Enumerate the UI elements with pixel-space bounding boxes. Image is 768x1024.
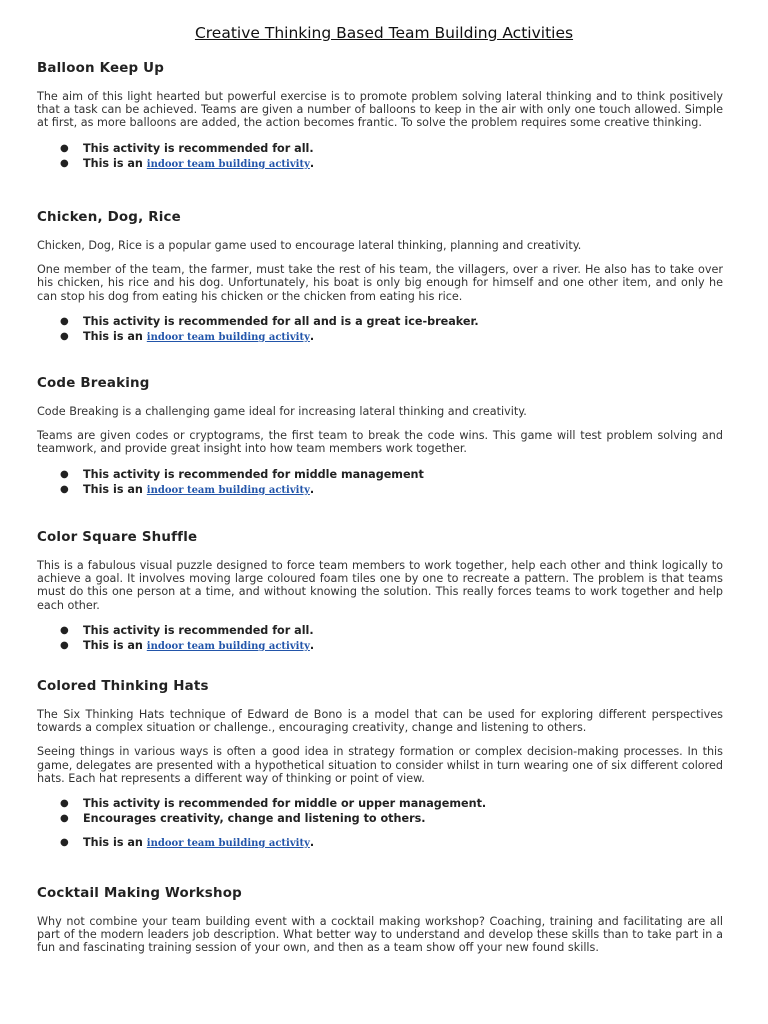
bullet-icon: ●	[60, 624, 69, 636]
list-item: ● This is an indoor team building activity.	[60, 638, 315, 652]
bullet-icon: ●	[60, 157, 69, 169]
bullet-icon: ●	[60, 813, 69, 825]
paragraph: The aim of this light hearted but powerful exercise is to promote problem solving lateral thinking and to think positively that a task can be achieved. Teams are given a number of balloons to keep in the air with only one touch allowed. Simple at first, as more balloons are added, the action becomes frantic. To solve the problem requires some creative thinking.	[37, 90, 723, 130]
indoor-activity-link[interactable]: indoor team building activity	[146, 158, 310, 170]
bullet-icon: ●	[60, 315, 69, 327]
bullet-list	[37, 467, 723, 498]
bullet-icon: ●	[60, 798, 69, 810]
section-balloon-keep-up	[37, 61, 723, 172]
section-color-square-shuffle	[37, 530, 723, 654]
section-heading: Balloon Keep Up	[37, 61, 165, 76]
indoor-activity-link[interactable]: indoor team building activity	[146, 331, 310, 343]
section-heading: Color Square Shuffle	[37, 530, 198, 545]
section-cocktail-making-workshop	[37, 886, 723, 966]
bullet-list	[37, 796, 723, 851]
list-item: ● This activity is recommended for all.	[60, 623, 314, 637]
list-item: ● This activity is recommended for middle management	[60, 467, 424, 481]
section-heading: Code Breaking	[37, 376, 150, 391]
list-item: ● This activity is recommended for all and is a great ice-breaker.	[60, 314, 479, 328]
bullet-list	[37, 623, 723, 654]
paragraph: Teams are given codes or cryptograms, the first team to break the code wins. This game will test problem solving and teamwork, and provide great insight into how team members work together.	[37, 429, 723, 456]
indoor-activity-link[interactable]: indoor team building activity	[146, 484, 310, 496]
indoor-activity-link[interactable]: indoor team building activity	[146, 640, 310, 652]
bullet-icon: ●	[60, 483, 69, 495]
list-item: ● This is an indoor team building activity.	[60, 482, 315, 496]
list-item: ● This activity is recommended for middle or upper management.	[60, 797, 487, 811]
bullet-icon: ●	[60, 468, 69, 480]
page-title: Creative Thinking Based Team Building Activities	[194, 24, 574, 42]
section-heading: Colored Thinking Hats	[37, 679, 209, 694]
bullet-icon: ●	[60, 330, 69, 342]
section-heading: Chicken, Dog, Rice	[37, 210, 181, 225]
section-heading: Cocktail Making Workshop	[37, 886, 242, 901]
indoor-activity-link[interactable]: indoor team building activity	[146, 838, 310, 850]
list-item: ● Encourages creativity, change and listening to others.	[60, 812, 426, 826]
section-chicken-dog-rice	[37, 210, 723, 345]
section-code-breaking	[37, 376, 723, 498]
paragraph: This is a fabulous visual puzzle designed to force team members to work together, help each other and think logically to achieve a goal. It involves moving large coloured foam tiles one by one to recreate a pattern. The problem is that teams must do this one person at a time, and without knowing the solution. This really forces teams to work together and help each other.	[37, 559, 723, 612]
section-colored-thinking-hats	[37, 679, 723, 851]
bullet-icon: ●	[60, 639, 69, 651]
bullet-list	[37, 141, 723, 172]
bullet-icon: ●	[60, 837, 69, 849]
list-item: ● This activity is recommended for all.	[60, 141, 314, 155]
paragraph: The Six Thinking Hats technique of Edward de Bono is a model that can be used for exploring different perspectives towards a complex situation or challenge., encouraging creativity, change and listening to others.	[37, 708, 723, 735]
bullet-icon: ●	[60, 142, 69, 154]
paragraph: Why not combine your team building event with a cocktail making workshop? Coaching, training and facilitating are all part of the modern leaders job description. What better way to understand and develop these skills than to take part in a fun and fascinating training session of your own, and then as a team show off your new found skills.	[37, 915, 723, 955]
paragraph: Chicken, Dog, Rice is a popular game used to encourage lateral thinking, planning and creativity.	[37, 239, 582, 252]
list-item: ● This is an indoor team building activity.	[60, 836, 315, 850]
bullet-list	[37, 314, 723, 345]
list-item: ● This is an indoor team building activity.	[60, 329, 315, 343]
paragraph: Seeing things in various ways is often a good idea in strategy formation or complex decision-making processes. In this game, delegates are presented with a hypothetical situation to consider whilst in turn wearing one of six different colored hats. Each hat represents a different way of thinking or point of view.	[37, 745, 723, 785]
list-item: ● This is an indoor team building activity.	[60, 156, 315, 170]
paragraph: One member of the team, the farmer, must take the rest of his team, the villagers, over a river. He also has to take over his chicken, his rice and his dog. Unfortunately, his boat is only big enough for himself and one other item, and only he can stop his dog from eating his chicken or the chicken from eating his rice.	[37, 263, 723, 303]
paragraph: Code Breaking is a challenging game ideal for increasing lateral thinking and creativity.	[37, 405, 527, 418]
